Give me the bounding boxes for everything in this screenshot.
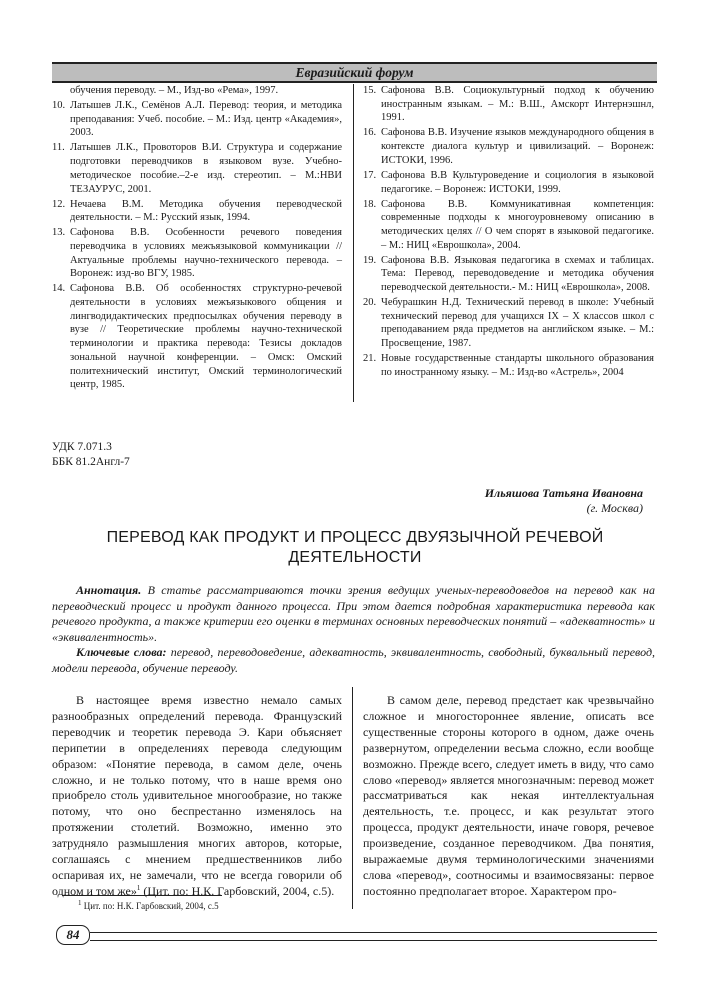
- article-title-line: ДЕЯТЕЛЬНОСТИ: [288, 549, 422, 566]
- reference-text: Сафонова В.В Культуроведение и социология в языковой педагогике. – Воронеж: ИСТОКИ, 1999.: [381, 169, 654, 195]
- reference-text: Нечаева В.М. Методика обучения переводческой деятельности. – М.: Русский язык, 1994.: [70, 198, 342, 224]
- body-paragraph: [363, 693, 654, 900]
- reference-continuation: обучения переводу. – М., Изд-во «Рема», 1997.: [70, 85, 279, 96]
- reference-text: Латышев Л.К., Семёнов А.Л. Перевод: теория, и методика преподавания: Учеб. пособие. – М.: Изд. центр «Академия», 2003.: [70, 100, 342, 139]
- reference-item: [52, 198, 342, 225]
- abstract-label: Аннотация.: [76, 583, 142, 597]
- reference-number: 16.: [363, 127, 377, 139]
- reference-item: [363, 126, 654, 167]
- reference-text: Сафонова В.В. Об особенностях структурно-речевой деятельности в условиях межъязыкового общения и лингводидактических предпосылках обучения переводу в вузе // Теоретические проблемы научно-технической терминологии и практика перевода: Тезисы докладов зональной научной конференции. – Омск: Омский политехнический институт, Омский терминологический центр, 1985.: [70, 283, 342, 391]
- udc-code: УДК 7.071.3: [52, 441, 112, 453]
- reference-item: [52, 141, 342, 196]
- body-column-divider: [352, 687, 353, 909]
- body-text: В настоящее время известно немало самых разнообразных определений перевода. Французский переводчик и теоретик перевода Э. Кари объясняет перипетии в определениях перевода следующим образом: «Понятие перевода, в самом деле, очень сложно, и не только потому, что в наше время оно приобрело столь удивительное многообразие, но также потому, что оно беспрестанно изменялось на протяжении столетий. Возможно, именно это затрудняло размышления многих авторов, которые, соглашаясь с мнением предшественников либо оспаривая их, не замечали, что не всегда говорили об одном и том же»: [52, 693, 342, 898]
- reference-text: Сафонова В.В. Коммуникативная компетенция: современные подходы к многоуровневому описанию в методических целях // О чем спорят в языковой педагогике. – М.: НИЦ «Еврошкола», 2004.: [381, 198, 654, 251]
- author-city: (г. Москва): [586, 501, 643, 515]
- reference-number: 10.: [52, 100, 66, 111]
- reference-number: 15.: [363, 85, 377, 96]
- keywords-label: Ключевые слова:: [76, 645, 167, 660]
- footnote-rule: [62, 895, 222, 896]
- reference-item: [363, 254, 654, 295]
- author-block: [485, 486, 643, 516]
- reference-text: Новые государственные стандарты школьного образования по иностранному языку. – М.: Изд-во «Астрель», 2004: [381, 353, 654, 378]
- body-text: В самом деле, перевод предстает как чрезвычайно сложное и многостороннее явление, описать все существенные стороны которого в одном, даже очень развернутом, определении весьма сложно, если вообще возможно. Прежде всего, следует иметь в виду, что само слово «перевод» является многозначным: перевод может рассматриваться как некая интеллектуальная деятельность, т.е. процесс, и как результат этого процесса, продукт деятельности, иначе говоря, речевое произведение, созданное переводчиком. Два понятия, выражаемые двумя терминологическими значениями слова «перевод», соотносимы и взаимосвязаны: первое постоянно предполагает второе. Характером про-: [363, 693, 654, 898]
- reference-item: [363, 296, 654, 351]
- reference-number: 13.: [52, 227, 66, 239]
- references-left-column: [52, 84, 342, 393]
- reference-item: [363, 84, 654, 125]
- bbk-code: ББК 81.2Англ-7: [52, 456, 130, 468]
- footnote-marker: 1: [78, 899, 82, 907]
- body-text-tail: (Цит. по: Н.К. Гарбовский, 2004, с.5).: [140, 883, 335, 898]
- author-name: Ильяшова Татьяна Ивановна: [484, 486, 643, 500]
- keywords-text: перевод, переводоведение, адекватность, эквивалентность, свободный, буквальный перевод, модели перевода, обучение переводу.: [52, 645, 656, 675]
- body-paragraph: [52, 693, 342, 900]
- footer-rule: [90, 932, 657, 941]
- reference-item: [363, 169, 654, 196]
- reference-item: [363, 198, 654, 253]
- page-number-badge: [56, 925, 90, 945]
- reference-number: 19.: [363, 254, 377, 266]
- footnote-ref: 1: [136, 883, 141, 892]
- abstract-block: [52, 583, 655, 677]
- reference-item: [52, 282, 342, 392]
- reference-text: Сафонова В.В. Языковая педагогика в схемах и таблицах. Тема: Перевод, переводоведение и методика обучения переводческой деятельности.- М.: НИЦ «Еврошкола», 2008.: [381, 254, 654, 294]
- abstract-text: В статье рассматриваются точки зрения ведущих ученых-переводоведов на перевод как на переводческий процесс и продукт данного процесса. При этом дается подробная характеристика перевода как речевого продукта, а также критерии его оценки в терминах основных переводческих понятий – «адекватность» и «эквивалентность».: [52, 583, 655, 644]
- reference-text: Сафонова В.В. Особенности речевого поведения переводчика в условиях межъязыковой коммуникации // Актуальные проблемы научно-технического перевода. – Воронеж: изд-во ВГУ, 1985.: [70, 227, 342, 280]
- reference-number: 11.: [52, 142, 65, 154]
- reference-number: 17.: [363, 169, 377, 181]
- reference-number: 14.: [52, 283, 66, 295]
- reference-number: 21.: [363, 353, 377, 365]
- references-right-column: [363, 84, 654, 381]
- footnote-text: Цит. по: Н.К. Гарбовский, 2004, с.5: [81, 901, 219, 911]
- reference-number: 20.: [363, 297, 377, 309]
- reference-item: [52, 226, 342, 281]
- classification-codes: [52, 440, 130, 470]
- reference-text: Сафонова В.В. Изучение языков международного общения в контексте диалога культур и цивилизаций. – Воронеж: ИСТОКИ, 1996.: [381, 127, 654, 166]
- reference-text: Сафонова В.В. Социокультурный подход к обучению иностранным языкам. – М.: В.Ш., Амскорт Интернэшнл, 1991.: [381, 85, 654, 124]
- reference-item: [363, 352, 654, 379]
- footnote: [78, 900, 219, 912]
- article-title: [60, 528, 650, 568]
- body-left-column: [52, 693, 342, 900]
- reference-item: [52, 99, 342, 140]
- journal-header: [52, 62, 657, 83]
- article-title-line: ПЕРЕВОД КАК ПРОДУКТ И ПРОЦЕСС ДВУЯЗЫЧНОЙ РЕЧЕВОЙ: [106, 529, 604, 546]
- reference-text: Чебурашкин Н.Д. Технический перевод в школе: Учебный технический перевод для учащихся IX – X классов школ с преподаванием ряда предметов на английском языке. – М.: Просвещение, 1987.: [381, 297, 654, 350]
- reference-text: Латышев Л.К., Провоторов В.И. Структура и содержание подготовки переводчиков в языковом вузе. Учебно-методическое пособие.–2-е изд. стереотип. – М.:НВИ ТЕЗАУРУС, 2001.: [70, 142, 342, 195]
- journal-title: Евразийский форум: [295, 65, 414, 80]
- references-column-divider: [353, 84, 354, 402]
- page-number: 84: [66, 927, 80, 942]
- keywords-paragraph: [52, 645, 655, 676]
- reference-number: 18.: [363, 198, 377, 210]
- abstract-paragraph: [52, 583, 655, 645]
- body-right-column: [363, 693, 654, 900]
- reference-number: 12.: [52, 198, 66, 210]
